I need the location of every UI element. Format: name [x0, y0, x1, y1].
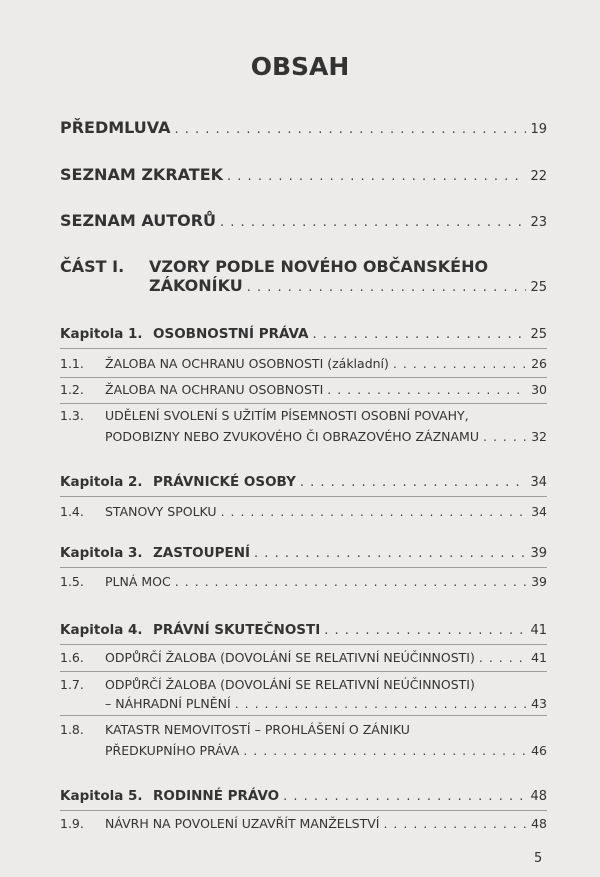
leader-dots: [313, 327, 527, 342]
section-number: 1.3.: [60, 408, 84, 423]
section-number: 1.5.: [60, 574, 84, 589]
divider: [60, 644, 547, 645]
entry-page: 48: [531, 816, 547, 831]
section-label: PLNÁ MOC: [105, 574, 171, 589]
leader-dots: [235, 696, 527, 711]
leader-dots: [327, 382, 527, 397]
section-number: 1.8.: [60, 722, 84, 737]
entry-page: 19: [530, 122, 547, 137]
entry-page: 34: [531, 504, 547, 519]
entry-page: 22: [530, 169, 547, 184]
chapter-number: Kapitola 3.: [60, 545, 143, 561]
page-number: 5: [534, 851, 543, 866]
entry-page: 48: [530, 789, 547, 804]
page-title: OBSAH: [250, 52, 350, 81]
part-title-line1: VZORY PODLE NOVÉHO OBČANSKÉHO: [149, 257, 489, 276]
entry-page: 25: [530, 280, 547, 295]
chapter-number: Kapitola 2.: [60, 474, 143, 490]
leader-dots: [175, 574, 527, 589]
leader-dots: [300, 475, 527, 490]
chapter-label: OSOBNOSTNÍ PRÁVA: [153, 326, 309, 342]
section-label: STANOVY SPOLKU: [105, 504, 217, 519]
divider: [60, 810, 547, 811]
toc-section-1-1: [60, 356, 547, 371]
toc-section-1-6: [60, 650, 547, 665]
part-title-line2: ZÁKONÍKU: [149, 276, 243, 295]
toc-section-1-9: [60, 816, 547, 831]
entry-page: 41: [531, 650, 547, 665]
toc-entry-predmluva: [60, 118, 547, 137]
chapter-label: PRÁVNÍ SKUTEČNOSTI: [153, 622, 321, 638]
section-label-line2: PODOBIZNY NEBO ZVUKOVÉHO ČI OBRAZOVÉHO ZÁZNAMU: [105, 429, 479, 444]
entry-page: 25: [530, 327, 547, 342]
toc-entry-zkratky: [60, 165, 547, 184]
section-number: 1.4.: [60, 504, 84, 519]
entry-page: 41: [530, 623, 547, 638]
toc-section-1-5: [60, 574, 547, 589]
section-number: 1.1.: [60, 356, 84, 371]
toc-section-1-8: [60, 722, 547, 758]
entry-page: 46: [531, 743, 547, 758]
chapter-number: Kapitola 1.: [60, 326, 143, 342]
section-number: 1.6.: [60, 650, 84, 665]
section-number: 1.9.: [60, 816, 84, 831]
section-label-line2: – NÁHRADNÍ PLNĚNÍ: [105, 696, 231, 711]
entry-label: SEZNAM AUTORŮ: [60, 211, 217, 230]
section-number: 1.2.: [60, 382, 84, 397]
leader-dots: [479, 650, 527, 665]
leader-dots: [220, 215, 526, 230]
leader-dots: [383, 816, 527, 831]
leader-dots: [247, 280, 527, 295]
toc-chapter-5: [60, 788, 547, 804]
divider: [60, 403, 547, 404]
toc-chapter-3: [60, 545, 547, 561]
leader-dots: [243, 743, 527, 758]
entry-page: 43: [531, 696, 547, 711]
chapter-label: ZASTOUPENÍ: [153, 545, 251, 561]
entry-page: 39: [531, 574, 547, 589]
toc-section-1-4: [60, 504, 547, 519]
entry-page: 32: [531, 429, 547, 444]
divider: [60, 671, 547, 672]
entry-page: 34: [530, 475, 547, 490]
leader-dots: [393, 356, 527, 371]
leader-dots: [174, 122, 526, 137]
leader-dots: [227, 169, 526, 184]
part-number: ČÁST I.: [60, 257, 125, 276]
entry-label: PŘEDMLUVA: [60, 118, 171, 137]
section-label-line1: UDĚLENÍ SVOLENÍ S UŽITÍM PÍSEMNOSTI OSOBNÍ POVAHY,: [105, 408, 469, 423]
toc-entry-autori: [60, 211, 547, 230]
divider: [60, 715, 547, 716]
section-label: ODPŮRČÍ ŽALOBA (DOVOLÁNÍ SE RELATIVNÍ NEÚČINNOSTI): [105, 650, 475, 665]
toc-section-1-7: [60, 677, 547, 711]
divider: [60, 567, 547, 568]
entry-page: 30: [531, 382, 547, 397]
chapter-label: PRÁVNICKÉ OSOBY: [153, 474, 296, 490]
section-label-line1: ODPŮRČÍ ŽALOBA (DOVOLÁNÍ SE RELATIVNÍ NEÚČINNOSTI): [105, 677, 475, 692]
leader-dots: [221, 504, 528, 519]
divider: [60, 348, 547, 349]
section-label: ŽALOBA NA OCHRANU OSOBNOSTI: [105, 382, 324, 397]
leader-dots: [283, 789, 526, 804]
section-number: 1.7.: [60, 677, 84, 692]
entry-page: 26: [531, 356, 547, 371]
divider: [60, 377, 547, 378]
chapter-number: Kapitola 5.: [60, 788, 143, 804]
entry-label: SEZNAM ZKRATEK: [60, 165, 224, 184]
toc-chapter-4: [60, 622, 547, 638]
chapter-label: RODINNÉ PRÁVO: [153, 788, 280, 804]
divider: [60, 496, 547, 497]
chapter-number: Kapitola 4.: [60, 622, 143, 638]
leader-dots: [483, 429, 527, 444]
toc-entry-part-1: [60, 257, 547, 295]
toc-chapter-2: [60, 474, 547, 490]
leader-dots: [254, 546, 526, 561]
entry-page: 23: [530, 215, 547, 230]
section-label: NÁVRH NA POVOLENÍ UZAVŘÍT MANŽELSTVÍ: [105, 816, 380, 831]
section-label: ŽALOBA NA OCHRANU OSOBNOSTI (základní): [105, 356, 389, 371]
toc-section-1-2: [60, 382, 547, 397]
leader-dots: [324, 623, 526, 638]
toc-chapter-1: [60, 326, 547, 342]
toc-section-1-3: [60, 408, 547, 444]
section-label-line1: KATASTR NEMOVITOSTÍ – PROHLÁŠENÍ O ZÁNIKU: [105, 722, 410, 737]
entry-page: 39: [530, 546, 547, 561]
section-label-line2: PŘEDKUPNÍHO PRÁVA: [105, 743, 240, 758]
